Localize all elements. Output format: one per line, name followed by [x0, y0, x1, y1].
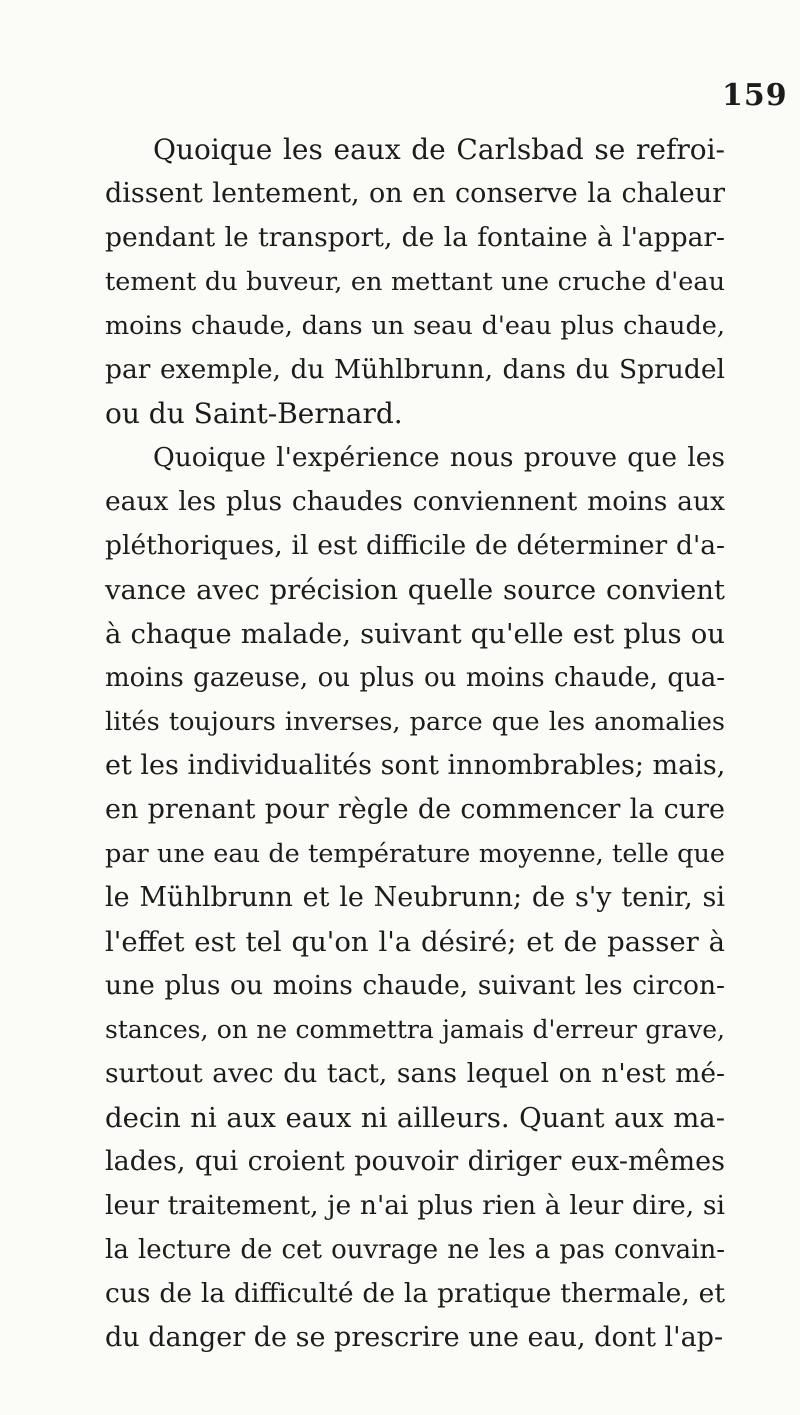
- text-line: pendant le transport, de la fontaine à l'appar-: [105, 222, 725, 253]
- text-line: dissent lentement, on en conserve la chaleur: [105, 178, 725, 209]
- text-line: pléthoriques, il est difficile de déterminer d'a-: [105, 530, 725, 561]
- text-line: par une eau de température moyenne, telle que: [105, 839, 725, 869]
- text-line: cus de la difficulté de la pratique thermale, et: [105, 1278, 725, 1309]
- text-line: eaux les plus chaudes conviennent moins aux: [105, 486, 725, 517]
- text-line: et les individualités sont innombrables; mais,: [105, 750, 726, 781]
- text-line: le Mühlbrunn et le Neubrunn; de s'y tenir, si: [105, 882, 725, 913]
- text-line: lades, qui croient pouvoir diriger eux-mêmes: [105, 1146, 725, 1177]
- body-text: [105, 128, 725, 1360]
- page-number: 159: [722, 78, 788, 113]
- text-line: stances, on ne commettra jamais d'erreur grave,: [105, 1015, 725, 1044]
- text-line: ou du Saint-Bernard.: [105, 397, 403, 430]
- text-line: moins chaude, dans un seau d'eau plus chaude,: [105, 311, 725, 341]
- text-line: du danger de se prescrire une eau, dont l'ap-: [105, 1322, 724, 1353]
- text-line: par exemple, du Mühlbrunn, dans du Sprudel: [105, 354, 725, 385]
- text-line: la lecture de cet ouvrage ne les a pas convain-: [105, 1235, 725, 1265]
- text-line: Quoique les eaux de Carlsbad se refroi-: [153, 133, 725, 166]
- text-line: à chaque malade, suivant qu'elle est plus ou: [105, 618, 725, 650]
- text-line: tement du buveur, en mettant une cruche d'eau: [105, 267, 725, 297]
- text-line: leur traitement, je n'ai plus rien à leur dire, si: [105, 1190, 725, 1221]
- text-line: Quoique l'expérience nous prouve que les: [153, 442, 725, 473]
- text-line: l'effet est tel qu'on l'a désiré; et de passer à: [105, 926, 725, 958]
- text-line: vance avec précision quelle source convient: [105, 574, 725, 606]
- text-line: decin ni aux eaux ni ailleurs. Quant aux ma-: [105, 1102, 725, 1134]
- text-line: lités toujours inverses, parce que les anomalies: [105, 707, 725, 737]
- text-line: moins gazeuse, ou plus ou moins chaude, qua-: [105, 663, 725, 693]
- text-line: en prenant pour règle de commencer la cure: [105, 794, 725, 825]
- text-line: une plus ou moins chaude, suivant les circon-: [105, 970, 725, 1001]
- text-line: surtout avec du tact, sans lequel on n'est mé-: [105, 1058, 725, 1089]
